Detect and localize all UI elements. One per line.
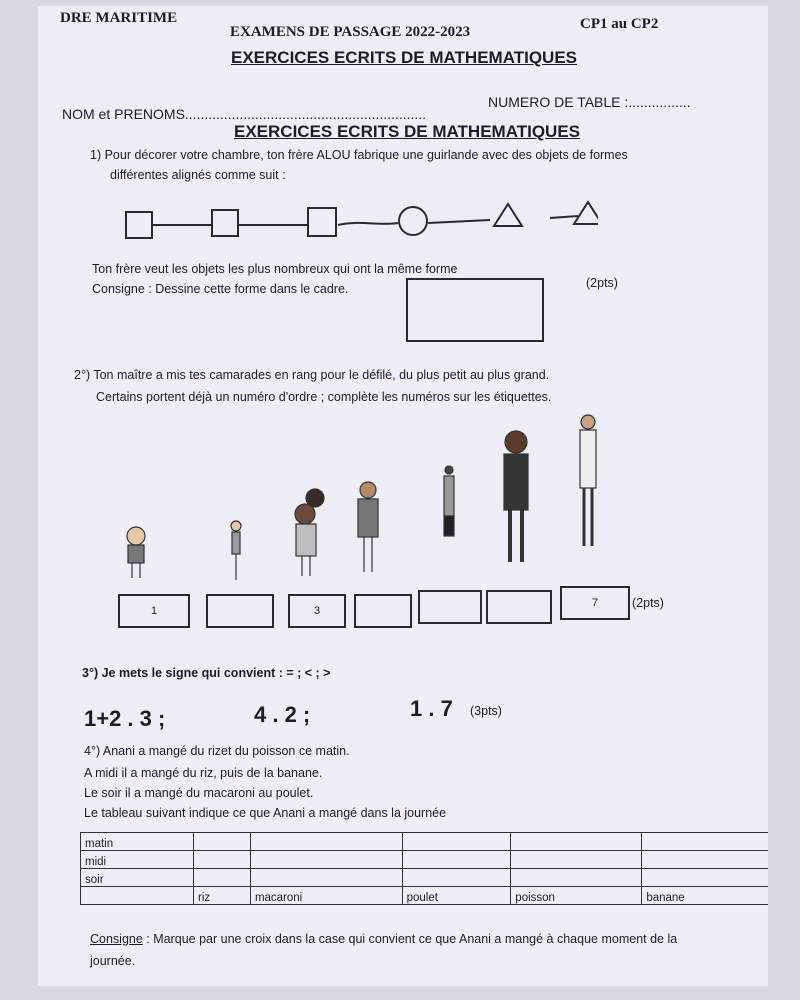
child-figure-4 xyxy=(358,482,378,572)
cell-midi-4[interactable] xyxy=(511,851,642,869)
table-row xyxy=(81,833,769,851)
square-shape-1 xyxy=(126,212,152,238)
order-label-6[interactable] xyxy=(486,590,552,624)
cell-soir-1[interactable] xyxy=(194,869,251,887)
q4-line4: Le tableau suivant indique ce que Anani a mangé dans la journée xyxy=(84,806,447,820)
table-row xyxy=(81,869,769,887)
cell-midi-1[interactable] xyxy=(194,851,251,869)
square-shape-3 xyxy=(308,208,336,236)
table-row xyxy=(81,851,769,869)
page-title-2: EXERCICES ECRITS DE MATHEMATIQUES xyxy=(234,122,581,141)
name-field-label: NOM et PRENOMS.............................................................. xyxy=(62,106,427,122)
page-title: EXERCICES ECRITS DE MATHEMATIQUES xyxy=(231,48,578,67)
food-header-empty xyxy=(81,887,194,905)
order-label-2[interactable] xyxy=(206,594,274,628)
q1-line4: Consigne : Dessine cette forme dans le cadre. xyxy=(92,282,349,296)
circle-shape xyxy=(399,207,427,235)
child-figure-5 xyxy=(444,466,454,536)
cell-midi-3[interactable] xyxy=(402,851,511,869)
row-label-matin: matin xyxy=(81,833,194,851)
child-figure-3 xyxy=(295,489,324,576)
q3-expression-3: 1 . 7 xyxy=(410,696,453,721)
q4-line3: Le soir il a mangé du macaroni au poulet. xyxy=(84,786,314,800)
cell-soir-2[interactable] xyxy=(250,869,402,887)
cell-matin-2[interactable] xyxy=(250,833,402,851)
region-label: DRE MARITIME xyxy=(60,10,178,26)
cell-matin-4[interactable] xyxy=(511,833,642,851)
cell-soir-5[interactable] xyxy=(642,869,768,887)
q1-line1: 1) Pour décorer votre chambre, ton frère ALOU fabrique une guirlande avec des objets de formes xyxy=(90,148,628,162)
q1-line3: Ton frère veut les objets les plus nombreux qui ont la même forme xyxy=(92,262,458,276)
triangle-shape-2 xyxy=(574,202,598,224)
q4-line1: 4°) Anani a mangé du rizet du poisson ce matin. xyxy=(84,744,350,758)
consigne-label: Consigne xyxy=(90,932,143,946)
table-number-label: NUMERO DE TABLE :................ xyxy=(488,94,691,110)
level-label: CP1 au CP2 xyxy=(580,16,659,32)
exam-page xyxy=(38,6,768,986)
food-header-poulet: poulet xyxy=(402,887,511,905)
q2-points: (2pts) xyxy=(632,596,664,610)
exam-label: EXAMENS DE PASSAGE 2022-2023 xyxy=(230,24,471,40)
order-label-4[interactable] xyxy=(354,594,412,628)
row-label-soir: soir xyxy=(81,869,194,887)
child-figure-6 xyxy=(504,431,528,562)
q4-consigne-2: journée. xyxy=(90,954,136,968)
q3-expression-1: 1+2 . 3 ; xyxy=(84,706,166,731)
order-label-5[interactable] xyxy=(418,590,482,624)
cell-soir-4[interactable] xyxy=(511,869,642,887)
q4-line2: A midi il a mangé du riz, puis de la banane. xyxy=(84,766,323,780)
table-row xyxy=(81,887,769,905)
triangle-shape-1 xyxy=(494,204,522,226)
cell-midi-2[interactable] xyxy=(250,851,402,869)
meal-table xyxy=(80,832,768,905)
order-label-7[interactable]: 7 xyxy=(560,586,630,620)
q2-line2: Certains portent déjà un numéro d'ordre ; complète les numéros sur les étiquettes. xyxy=(96,390,552,404)
cell-soir-3[interactable] xyxy=(402,869,511,887)
child-figure-1 xyxy=(127,527,145,578)
cell-midi-5[interactable] xyxy=(642,851,768,869)
food-header-riz: riz xyxy=(194,887,251,905)
food-header-banane: banane xyxy=(642,887,768,905)
order-label-3[interactable]: 3 xyxy=(288,594,346,628)
cell-matin-3[interactable] xyxy=(402,833,511,851)
children-row-figure xyxy=(118,414,638,590)
q3-line1: 3°) Je mets le signe qui convient : = ; < ; > xyxy=(82,666,331,680)
q2-line1: 2°) Ton maître a mis tes camarades en rang pour le défilé, du plus petit au plus grand. xyxy=(74,368,550,382)
food-header-poisson: poisson xyxy=(511,887,642,905)
consigne-text: : Marque par une croix dans la case qui convient ce que Anani a mangé à chaque moment de la xyxy=(142,932,678,946)
q1-line2: différentes alignés comme suit : xyxy=(110,168,286,182)
cell-matin-5[interactable] xyxy=(642,833,768,851)
child-figure-2 xyxy=(231,521,241,580)
row-label-midi: midi xyxy=(81,851,194,869)
child-figure-7 xyxy=(580,415,596,546)
q3-points: (3pts) xyxy=(470,704,502,718)
cell-matin-1[interactable] xyxy=(194,833,251,851)
q3-expression-2: 4 . 2 ; xyxy=(254,702,311,727)
garland-figure xyxy=(118,198,598,248)
answer-frame[interactable] xyxy=(406,278,544,342)
q1-points: (2pts) xyxy=(586,276,618,290)
square-shape-2 xyxy=(212,210,238,236)
order-label-1[interactable]: 1 xyxy=(118,594,190,628)
food-header-macaroni: macaroni xyxy=(250,887,402,905)
q4-consigne xyxy=(90,932,677,946)
